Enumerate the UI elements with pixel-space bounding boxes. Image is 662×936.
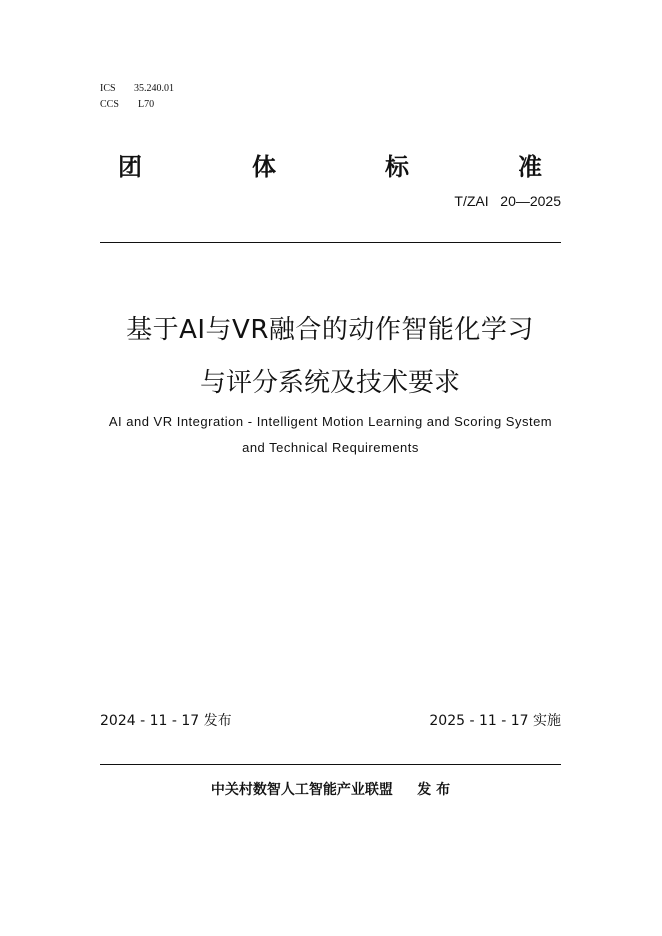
title-cn-line-2: 与评分系统及技术要求 [199, 368, 460, 398]
ics-label: ICS [100, 83, 116, 94]
standard-type-char: 准 [518, 153, 542, 181]
top-divider [100, 242, 561, 243]
publisher: 中关村数智人工智能产业联盟 发 布 [210, 782, 451, 798]
ics-code: 35.240.01 [134, 83, 174, 94]
ccs-code: L70 [138, 99, 155, 110]
implementation-date: 2025 - 11 - 17 实施 [429, 713, 561, 729]
title-en-line-2: and Technical Requirements [242, 440, 419, 455]
ccs-classification [100, 99, 154, 111]
standard-type-char: 标 [385, 153, 409, 181]
ccs-label: CCS [100, 99, 119, 110]
issue-date: 2024 - 11 - 17 发布 [100, 713, 232, 729]
standard-type-char: 体 [252, 153, 276, 181]
title-cn-line-1: 基于AI与VR融合的动作智能化学习 [126, 315, 534, 345]
bottom-divider [100, 764, 561, 765]
ics-classification [100, 83, 174, 95]
standard-type-char: 团 [118, 153, 142, 181]
title-en-line-1: AI and VR Integration - Intelligent Motion Learning and Scoring System [108, 414, 553, 429]
standard-number: T/ZAI 20—2025 [454, 193, 561, 209]
